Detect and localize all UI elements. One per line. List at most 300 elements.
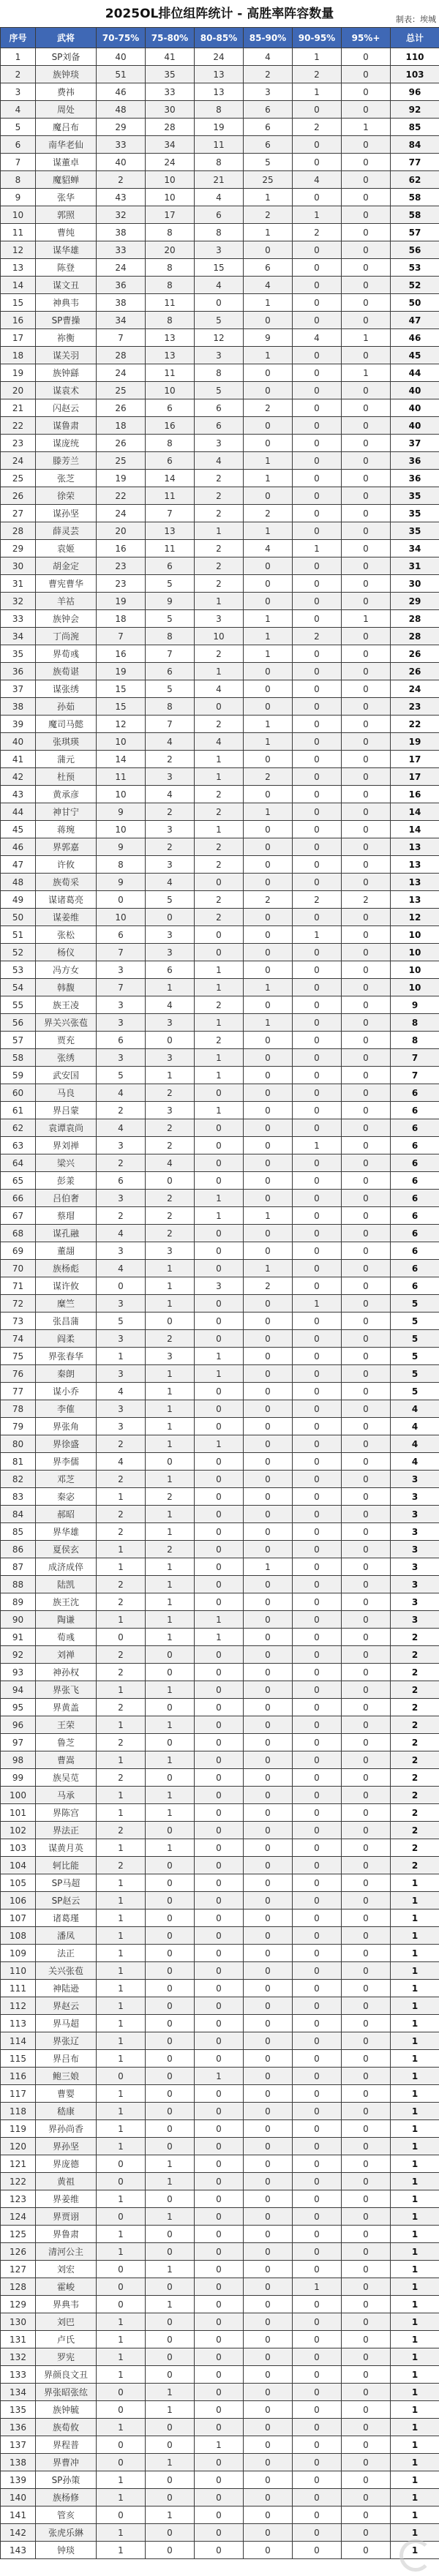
count-70-75: 1 [97, 1787, 146, 1804]
count-95-plus: 0 [342, 1822, 391, 1839]
count-90-95: 0 [293, 2296, 342, 2313]
count-95-plus: 0 [342, 979, 391, 996]
count-70-75: 2 [97, 1154, 146, 1172]
row-index: 6 [1, 136, 36, 154]
count-85-90: 0 [244, 1365, 293, 1383]
count-80-85: 0 [195, 2050, 244, 2068]
count-80-85: 13 [195, 83, 244, 101]
count-85-90: 0 [244, 1716, 293, 1734]
count-90-95: 0 [293, 101, 342, 119]
watermark-logo [399, 2539, 435, 2572]
count-75-80: 1 [146, 979, 195, 996]
count-85-90: 0 [244, 2190, 293, 2208]
table-row [1, 2085, 439, 2103]
table-row [1, 1084, 439, 1102]
count-75-80: 0 [146, 1910, 195, 1927]
general-name: 黄承彦 [36, 786, 97, 803]
row-index: 139 [1, 2471, 36, 2489]
count-80-85: 0 [195, 2524, 244, 2542]
count-85-90: 0 [244, 2208, 293, 2226]
count-90-95: 2 [293, 224, 342, 241]
count-80-85: 24 [195, 48, 244, 66]
count-90-95: 0 [293, 1629, 342, 1646]
count-75-80: 7 [146, 716, 195, 733]
table-row [1, 821, 439, 838]
count-95-plus: 0 [342, 1541, 391, 1558]
count-95-plus: 0 [342, 1734, 391, 1751]
total-count: 44 [391, 364, 439, 382]
table-row [1, 1664, 439, 1681]
count-70-75: 1 [97, 1541, 146, 1558]
table-row [1, 996, 439, 1014]
total-count: 1 [391, 2401, 439, 2419]
count-75-80: 3 [146, 1102, 195, 1119]
count-85-90: 0 [244, 364, 293, 382]
table-row [1, 1435, 439, 1453]
table-row [1, 259, 439, 277]
count-95-plus: 0 [342, 733, 391, 751]
count-75-80: 1 [146, 2261, 195, 2278]
table-row [1, 2226, 439, 2243]
count-80-85: 1 [195, 1207, 244, 1225]
count-95-plus: 0 [342, 2524, 391, 2542]
count-85-90: 0 [244, 1541, 293, 1558]
page-title: 2025OL排位组阵统计 - 高胜率阵容数量 [105, 7, 334, 21]
count-85-90: 0 [244, 1084, 293, 1102]
count-90-95: 0 [293, 1892, 342, 1910]
count-95-plus: 0 [342, 2471, 391, 2489]
count-95-plus: 0 [342, 48, 391, 66]
count-90-95: 0 [293, 2366, 342, 2384]
count-90-95: 0 [293, 838, 342, 856]
general-name: 界张春华 [36, 1348, 97, 1365]
total-count: 1 [391, 2190, 439, 2208]
total-count: 26 [391, 645, 439, 663]
count-95-plus: 0 [342, 1049, 391, 1067]
count-80-85: 0 [195, 1295, 244, 1313]
table-row [1, 522, 439, 540]
total-count: 1 [391, 2384, 439, 2401]
count-70-75: 48 [97, 101, 146, 119]
count-95-plus: 0 [342, 821, 391, 838]
count-90-95: 0 [293, 909, 342, 926]
total-count: 3 [391, 1471, 439, 1488]
count-85-90: 0 [244, 698, 293, 716]
count-75-80: 1 [146, 1067, 195, 1084]
total-count: 37 [391, 435, 439, 452]
count-75-80: 35 [146, 66, 195, 83]
count-85-90: 0 [244, 1769, 293, 1787]
count-70-75: 2 [97, 1435, 146, 1453]
count-85-90: 0 [244, 1154, 293, 1172]
count-75-80: 1 [146, 1400, 195, 1418]
row-index: 141 [1, 2506, 36, 2524]
total-count: 1 [391, 2243, 439, 2261]
table-row [1, 1014, 439, 1032]
total-count: 6 [391, 1102, 439, 1119]
table-row [1, 1716, 439, 1734]
count-95-plus: 0 [342, 680, 391, 698]
count-75-80: 0 [146, 1980, 195, 1997]
count-90-95: 0 [293, 751, 342, 768]
total-count: 58 [391, 189, 439, 206]
total-count: 34 [391, 540, 439, 557]
general-name: 谋董卓 [36, 154, 97, 171]
table-row [1, 2331, 439, 2348]
count-95-plus: 0 [342, 2489, 391, 2506]
col-header-total: 总计 [391, 28, 439, 48]
count-85-90: 0 [244, 2015, 293, 2032]
total-count: 40 [391, 399, 439, 417]
count-90-95: 0 [293, 259, 342, 277]
total-count: 13 [391, 891, 439, 909]
count-95-plus: 0 [342, 259, 391, 277]
count-85-90: 1 [244, 1260, 293, 1277]
count-80-85: 0 [195, 2331, 244, 2348]
total-count: 6 [391, 1242, 439, 1260]
count-75-80: 8 [146, 698, 195, 716]
count-75-80: 0 [146, 1172, 195, 1190]
count-95-plus: 0 [342, 435, 391, 452]
count-80-85: 13 [195, 66, 244, 83]
count-90-95: 0 [293, 277, 342, 294]
count-80-85: 0 [195, 1400, 244, 1418]
count-70-75: 1 [97, 2103, 146, 2120]
count-95-plus: 0 [342, 2506, 391, 2524]
count-95-plus: 0 [342, 2296, 391, 2313]
total-count: 52 [391, 277, 439, 294]
count-95-plus: 0 [342, 1102, 391, 1119]
count-70-75: 24 [97, 505, 146, 522]
count-75-80: 0 [146, 2226, 195, 2243]
count-75-80: 8 [146, 435, 195, 452]
count-95-plus: 0 [342, 1751, 391, 1769]
count-85-90: 0 [244, 2085, 293, 2103]
table-row [1, 470, 439, 487]
count-85-90: 4 [244, 48, 293, 66]
table-row [1, 1523, 439, 1541]
row-index: 113 [1, 2015, 36, 2032]
count-90-95: 0 [293, 996, 342, 1014]
count-85-90: 0 [244, 2278, 293, 2296]
total-count: 1 [391, 1927, 439, 1945]
count-70-75: 1 [97, 1804, 146, 1822]
count-90-95: 0 [293, 663, 342, 680]
count-90-95: 0 [293, 189, 342, 206]
col-header-70-75: 70-75% [97, 28, 146, 48]
count-75-80: 0 [146, 2331, 195, 2348]
count-85-90: 1 [244, 803, 293, 821]
table-row [1, 786, 439, 803]
general-name: 界孙坚 [36, 2138, 97, 2155]
count-90-95: 0 [293, 522, 342, 540]
count-95-plus: 0 [342, 2419, 391, 2436]
count-85-90: 0 [244, 2032, 293, 2050]
count-80-85: 2 [195, 909, 244, 926]
count-80-85: 0 [195, 1664, 244, 1681]
table-row [1, 2384, 439, 2401]
count-70-75: 1 [97, 2243, 146, 2261]
count-80-85: 3 [195, 241, 244, 259]
row-index: 4 [1, 101, 36, 119]
count-75-80: 4 [146, 874, 195, 891]
general-name: 界曹冲 [36, 2454, 97, 2471]
row-index: 18 [1, 347, 36, 364]
row-index: 63 [1, 1137, 36, 1154]
row-index: 93 [1, 1664, 36, 1681]
table-row [1, 1330, 439, 1348]
row-index: 39 [1, 716, 36, 733]
count-85-90: 3 [244, 83, 293, 101]
count-85-90: 1 [244, 1207, 293, 1225]
general-name: 郭照 [36, 206, 97, 224]
table-row [1, 2506, 439, 2524]
row-index: 17 [1, 329, 36, 347]
count-70-75: 1 [97, 1962, 146, 1980]
count-80-85: 2 [195, 487, 244, 505]
count-75-80: 0 [146, 1822, 195, 1839]
count-70-75: 1 [97, 2085, 146, 2103]
count-70-75: 6 [97, 1032, 146, 1049]
count-80-85: 19 [195, 119, 244, 136]
count-90-95: 0 [293, 241, 342, 259]
count-90-95: 0 [293, 1646, 342, 1664]
row-index: 100 [1, 1787, 36, 1804]
count-90-95: 0 [293, 2138, 342, 2155]
count-90-95: 0 [293, 575, 342, 593]
count-85-90: 0 [244, 1734, 293, 1751]
table-row [1, 1611, 439, 1629]
count-75-80: 1 [146, 2155, 195, 2173]
row-index: 123 [1, 2190, 36, 2208]
count-70-75: 1 [97, 1980, 146, 1997]
total-count: 1 [391, 2261, 439, 2278]
total-count: 22 [391, 716, 439, 733]
count-90-95: 1 [293, 540, 342, 557]
row-index: 112 [1, 1997, 36, 2015]
count-90-95: 0 [293, 505, 342, 522]
count-85-90: 0 [244, 1049, 293, 1067]
count-90-95: 0 [293, 1962, 342, 1980]
count-70-75: 1 [97, 2190, 146, 2208]
count-80-85: 0 [195, 2348, 244, 2366]
count-90-95: 0 [293, 1927, 342, 1945]
total-count: 1 [391, 2419, 439, 2436]
count-95-plus: 0 [342, 2366, 391, 2384]
count-70-75: 2 [97, 1769, 146, 1787]
row-index: 59 [1, 1067, 36, 1084]
count-90-95: 0 [293, 1032, 342, 1049]
count-85-90: 0 [244, 1927, 293, 1945]
count-90-95: 0 [293, 557, 342, 575]
total-count: 1 [391, 2120, 439, 2138]
row-index: 40 [1, 733, 36, 751]
count-85-90: 0 [244, 2138, 293, 2155]
count-85-90: 0 [244, 1453, 293, 1471]
general-name: 嵇康 [36, 2103, 97, 2120]
count-70-75: 1 [97, 1716, 146, 1734]
general-name: 神典韦 [36, 294, 97, 312]
count-85-90: 0 [244, 1435, 293, 1453]
row-index: 61 [1, 1102, 36, 1119]
count-90-95: 0 [293, 1313, 342, 1330]
count-85-90: 0 [244, 961, 293, 979]
general-name: 蒲元 [36, 751, 97, 768]
general-name: 族钟繇 [36, 364, 97, 382]
row-index: 87 [1, 1558, 36, 1576]
table-row [1, 2454, 439, 2471]
table-row [1, 2542, 439, 2559]
table-row [1, 2489, 439, 2506]
total-count: 1 [391, 2331, 439, 2348]
col-header-85-90: 85-90% [244, 28, 293, 48]
count-80-85: 0 [195, 1874, 244, 1892]
table-row [1, 1699, 439, 1716]
count-75-80: 3 [146, 856, 195, 874]
count-70-75: 40 [97, 154, 146, 171]
count-80-85: 0 [195, 926, 244, 944]
count-95-plus: 0 [342, 2085, 391, 2103]
total-count: 30 [391, 575, 439, 593]
count-70-75: 2 [97, 1734, 146, 1751]
general-name: 神陆逊 [36, 1980, 97, 1997]
count-90-95: 0 [293, 856, 342, 874]
general-name: 界程普 [36, 2436, 97, 2454]
count-95-plus: 0 [342, 961, 391, 979]
count-70-75: 4 [97, 1383, 146, 1400]
count-75-80: 4 [146, 1154, 195, 1172]
total-count: 1 [391, 2313, 439, 2331]
count-70-75: 38 [97, 224, 146, 241]
count-85-90: 0 [244, 2436, 293, 2454]
count-95-plus: 0 [342, 2226, 391, 2243]
count-80-85: 4 [195, 452, 244, 470]
general-name: 阎柔 [36, 1330, 97, 1348]
count-75-80: 3 [146, 1242, 195, 1260]
count-85-90: 0 [244, 575, 293, 593]
general-name: 族杨修 [36, 2489, 97, 2506]
count-85-90: 0 [244, 1400, 293, 1418]
total-count: 6 [391, 1190, 439, 1207]
count-85-90: 0 [244, 1225, 293, 1242]
count-95-plus: 0 [342, 944, 391, 961]
count-90-95: 0 [293, 1014, 342, 1032]
total-count: 1 [391, 2226, 439, 2243]
total-count: 45 [391, 347, 439, 364]
count-70-75: 20 [97, 522, 146, 540]
total-count: 2 [391, 1857, 439, 1874]
row-index: 115 [1, 2050, 36, 2068]
count-85-90: 0 [244, 2226, 293, 2243]
general-name: 界李儒 [36, 1453, 97, 1471]
count-90-95: 0 [293, 1874, 342, 1892]
count-90-95: 0 [293, 979, 342, 996]
count-85-90: 0 [244, 1646, 293, 1664]
general-name: SP刘备 [36, 48, 97, 66]
count-85-90: 0 [244, 1892, 293, 1910]
table-row [1, 1506, 439, 1523]
row-index: 8 [1, 171, 36, 189]
general-name: 张虎乐綝 [36, 2524, 97, 2542]
count-95-plus: 0 [342, 2068, 391, 2085]
count-95-plus: 0 [342, 1874, 391, 1892]
count-70-75: 4 [97, 1260, 146, 1277]
general-name: 谋孔融 [36, 1225, 97, 1242]
table-row [1, 1962, 439, 1980]
table-row [1, 874, 439, 891]
table-row [1, 2190, 439, 2208]
row-index: 80 [1, 1435, 36, 1453]
table-row [1, 189, 439, 206]
count-75-80: 3 [146, 1014, 195, 1032]
row-index: 102 [1, 1822, 36, 1839]
count-90-95: 0 [293, 435, 342, 452]
count-95-plus: 0 [342, 2401, 391, 2419]
total-count: 47 [391, 312, 439, 329]
count-70-75: 2 [97, 1207, 146, 1225]
general-name: 族王凌 [36, 996, 97, 1014]
count-75-80: 0 [146, 2313, 195, 2331]
count-75-80: 8 [146, 259, 195, 277]
general-name: 界颜良文丑 [36, 2366, 97, 2384]
row-index: 62 [1, 1119, 36, 1137]
count-80-85: 0 [195, 1523, 244, 1541]
count-95-plus: 0 [342, 838, 391, 856]
count-95-plus: 0 [342, 487, 391, 505]
row-index: 130 [1, 2313, 36, 2331]
count-80-85: 0 [195, 2489, 244, 2506]
count-95-plus: 0 [342, 1471, 391, 1488]
count-95-plus: 0 [342, 1190, 391, 1207]
total-count: 1 [391, 2506, 439, 2524]
count-70-75: 3 [97, 996, 146, 1014]
table-row [1, 206, 439, 224]
general-name: 刘禅 [36, 1646, 97, 1664]
count-90-95: 0 [293, 1172, 342, 1190]
count-80-85: 2 [195, 557, 244, 575]
count-85-90: 0 [244, 926, 293, 944]
count-75-80: 11 [146, 294, 195, 312]
total-count: 40 [391, 382, 439, 399]
total-count: 1 [391, 1980, 439, 1997]
general-name: 族荀谌 [36, 663, 97, 680]
count-80-85: 1 [195, 751, 244, 768]
count-75-80: 8 [146, 277, 195, 294]
general-name: SP曹操 [36, 312, 97, 329]
general-name: 潘凤 [36, 1927, 97, 1945]
count-95-plus: 0 [342, 2208, 391, 2226]
total-count: 85 [391, 119, 439, 136]
table-row [1, 557, 439, 575]
row-index: 119 [1, 2120, 36, 2138]
total-count: 1 [391, 2366, 439, 2384]
count-75-80: 2 [146, 1190, 195, 1207]
general-name: 张绣 [36, 1049, 97, 1067]
total-count: 8 [391, 1032, 439, 1049]
total-count: 1 [391, 2278, 439, 2296]
total-count: 3 [391, 1488, 439, 1506]
count-80-85: 11 [195, 136, 244, 154]
general-name: 曹纯 [36, 224, 97, 241]
total-count: 5 [391, 1330, 439, 1348]
count-75-80: 0 [146, 2190, 195, 2208]
table-row [1, 1154, 439, 1172]
count-70-75: 0 [97, 2173, 146, 2190]
count-95-plus: 0 [342, 2155, 391, 2173]
general-name: 张芝 [36, 470, 97, 487]
table-row [1, 2296, 439, 2313]
total-count: 10 [391, 926, 439, 944]
